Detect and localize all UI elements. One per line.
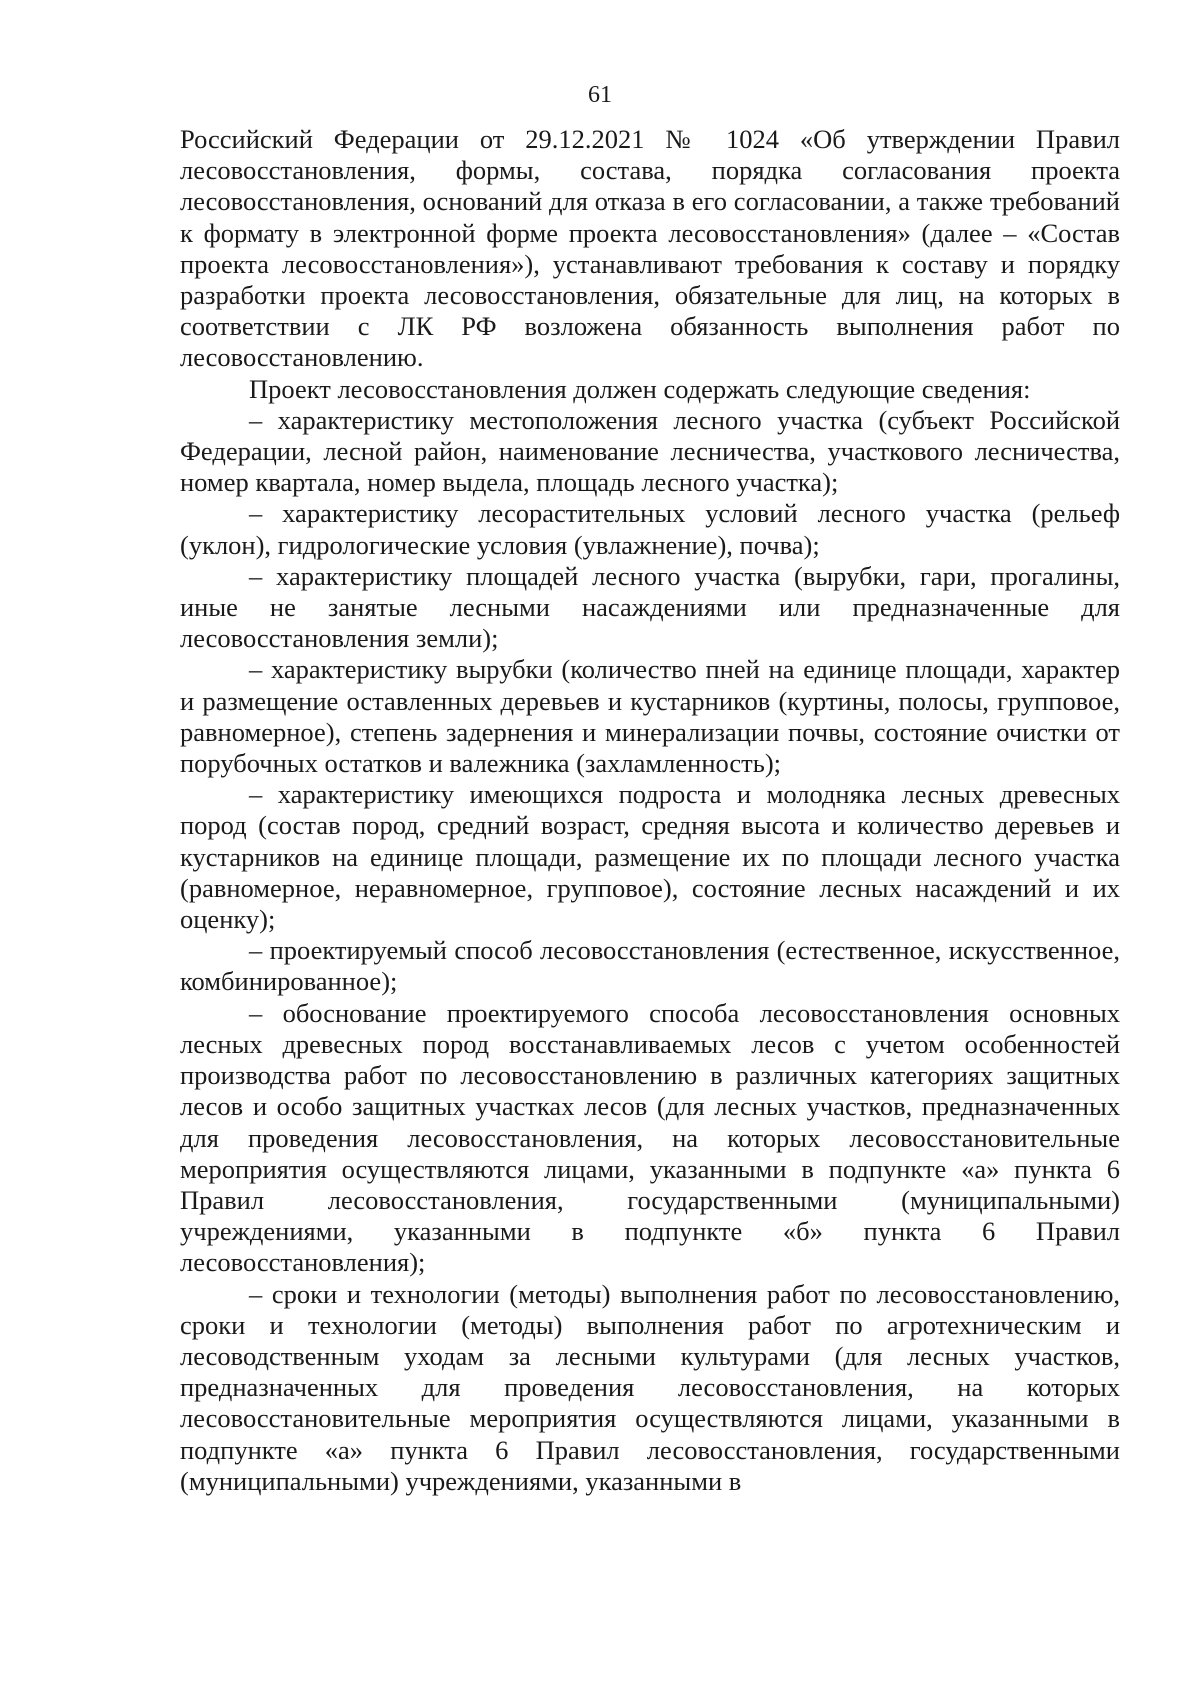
list-item-justification: – обоснование проектируемого способа лесовосстановления основных лесных древесных пород восстанавливаемых лесов с учетом особенностей производства работ по лесовосстановлению в различных категориях защитных лесов и особо защитных участках лесов (для лесных участков, предназначенных для проведения лесовосстановления, на которых лесовосстановительные мероприятия осуществляются лицами, указанными в подпункте «а» пункта 6 Правил лесовосстановления, государственными (муниципальными) учреждениями, указанными в подпункте «б» пункта 6 Правил лесовосстановления); (180, 997, 1120, 1278)
list-item-undergrowth: – характеристику имеющихся подроста и молодняка лесных древесных пород (состав пород, средний возраст, средняя высота и количество деревьев и кустарников на единице площади, размещение их по площади лесного участка (равномерное, неравномерное, групповое), состояние лесных насаждений и их оценку); (180, 779, 1120, 935)
list-item-terms-technologies: – сроки и технологии (методы) выполнения работ по лесовосстановлению, сроки и технологии (методы) выполнения работ по агротехническим и лесоводственным уходам за лесными культурами (для лесных участков, предназначенных для проведения лесовосстановления, на которых лесовосстановительные мероприятия осуществляются лицами, указанными в подпункте «а» пункта 6 Правил лесовосстановления, государственными (муниципальными) учреждениями, указанными в (180, 1278, 1120, 1496)
list-item-areas: – характеристику площадей лесного участка (вырубки, гари, прогалины, иные не занятые лесными насаждениями или предназначенные для лесовосстановления земли); (180, 560, 1120, 654)
page-number: 61 (588, 82, 612, 108)
paragraph-project-contents: Проект лесовосстановления должен содержать следующие сведения: (249, 373, 1031, 404)
list-item-growing-conditions: – характеристику лесорастительных условий лесного участка (рельеф (уклон), гидрологические условия (увлажнение), почва); (180, 498, 1120, 560)
paragraph-intro: Российский Федерации от 29.12.2021 № 1024 «Об утверждении Правил лесовосстановления, формы, состава, порядка согласования проекта лесовосстановления, оснований для отказа в его согласовании, а также требований к формату в электронной форме проекта лесовосстановления» (далее – «Состав проекта лесовосстановления»), устанавливают требования к составу и порядку разработки проекта лесовосстановления, обязательные для лиц, на которых в соответствии с ЛК РФ возложена обязанность выполнения работ по лесовосстановлению. (180, 124, 1120, 373)
document-body (180, 124, 1120, 1497)
list-item-clearing: – характеристику вырубки (количество пней на единице площади, характер и размещение оставленных деревьев и кустарников (куртины, полосы, групповое, равномерное), степень задернения и минерализации почвы, состояние очистки от порубочных остатков и валежника (захламленность); (180, 654, 1120, 779)
list-item-location: – характеристику местоположения лесного участка (субъект Российской Федерации, лесной район, наименование лесничества, участкового лесничества, номер квартала, номер выдела, площадь лесного участка); (180, 404, 1120, 498)
list-item-method: – проектируемый способ лесовосстановления (естественное, искусственное, комбинированное); (180, 935, 1120, 997)
